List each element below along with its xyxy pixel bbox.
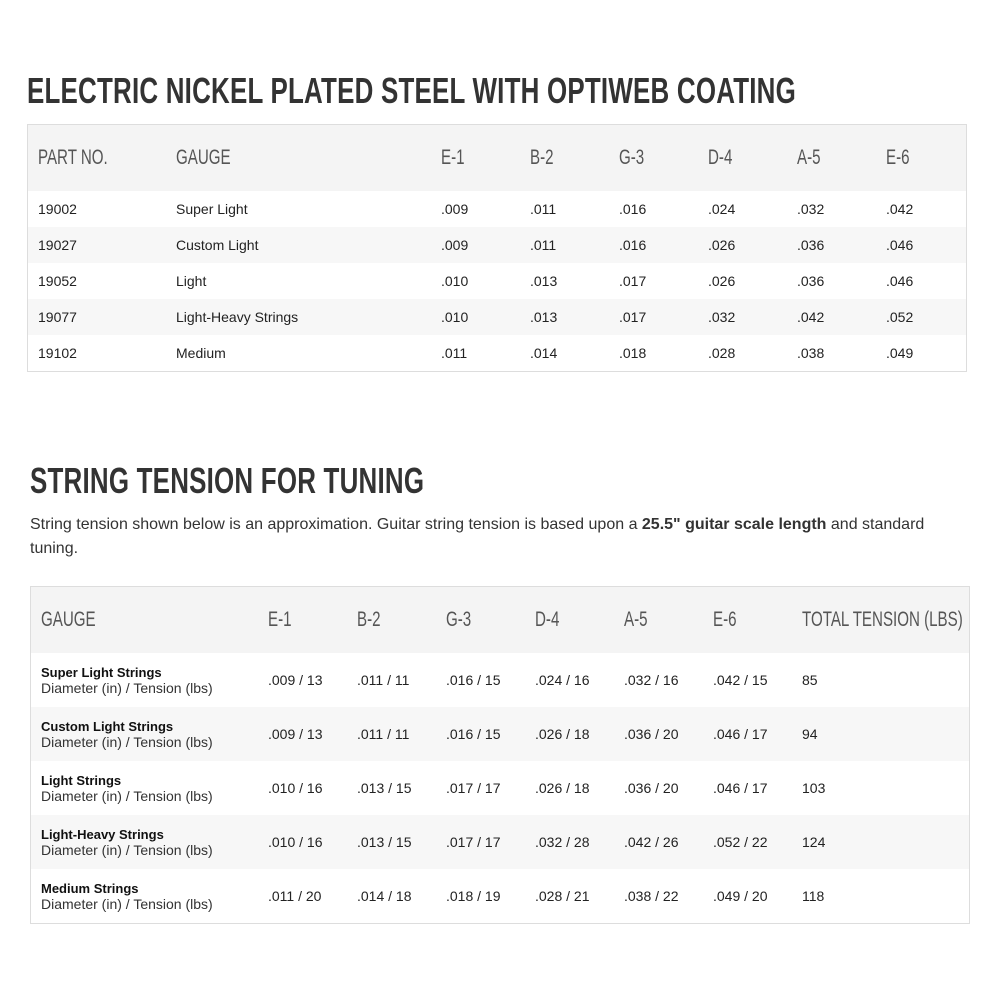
column-header: [530, 125, 563, 191]
table-cell: 19027: [38, 237, 77, 253]
column-header-label: GAUGE: [41, 608, 96, 631]
table-cell: .013 / 15: [357, 780, 412, 796]
table-cell: .017 / 17: [446, 834, 501, 850]
table-cell: .010 / 16: [268, 780, 323, 796]
table-cell: .046: [886, 273, 914, 289]
gauge-name: Medium Strings: [41, 880, 139, 896]
column-header: [802, 587, 1000, 653]
column-header: [619, 125, 654, 191]
table-cell: .017 / 17: [446, 780, 501, 796]
table-cell: .016 / 15: [446, 672, 501, 688]
gauge-label: [41, 827, 213, 858]
table-cell: .032 / 16: [624, 672, 679, 688]
table-cell: [41, 761, 213, 815]
table-cell: .028 / 21: [535, 888, 590, 904]
table-cell: .011 / 11: [357, 672, 410, 688]
gauge-table: [27, 124, 967, 372]
table-row: [31, 653, 969, 707]
table-header: [28, 125, 966, 191]
table-cell: .017: [619, 273, 647, 289]
table-cell: .032: [797, 201, 825, 217]
column-header-label: GAUGE: [176, 146, 231, 169]
column-header-label: PART NO.: [38, 146, 108, 169]
gauge-label: [41, 881, 213, 912]
column-header-label: E-1: [441, 146, 465, 169]
table-cell: 85: [802, 672, 818, 688]
gauge-sublabel: Diameter (in) / Tension (lbs): [41, 787, 213, 804]
table-cell: .028: [708, 345, 736, 361]
table-cell: .036 / 20: [624, 780, 679, 796]
table-cell: 124: [802, 834, 826, 850]
table-cell: .046: [886, 237, 914, 253]
table-row: [28, 227, 966, 263]
column-header-label: A-5: [797, 146, 821, 169]
table-cell: .009 / 13: [268, 672, 323, 688]
table-cell: .013: [530, 273, 558, 289]
column-header-label: D-4: [535, 608, 560, 631]
table-cell: .016: [619, 201, 647, 217]
column-header-label: A-5: [624, 608, 648, 631]
table-cell: .011: [530, 237, 557, 253]
table-row: [31, 869, 969, 923]
gauge-label: [41, 719, 213, 750]
table-cell: .052 / 22: [713, 834, 768, 850]
table-cell: .009: [441, 237, 469, 253]
table-cell: .026 / 18: [535, 726, 590, 742]
table-cell: .026: [708, 237, 736, 253]
table-cell: .052: [886, 309, 914, 325]
table-row: [28, 263, 966, 299]
column-header: [886, 125, 919, 191]
gauge-name: Custom Light Strings: [41, 718, 174, 734]
table-cell: .010 / 16: [268, 834, 323, 850]
table-cell: Medium: [176, 345, 226, 361]
table-cell: Light-Heavy Strings: [176, 309, 299, 325]
table-row: [28, 299, 966, 335]
table-row: [28, 191, 966, 227]
table-cell: 118: [802, 888, 825, 904]
table-cell: .032: [708, 309, 736, 325]
table-cell: .036: [797, 237, 825, 253]
table-header: [31, 587, 969, 653]
table-cell: Light: [176, 273, 207, 289]
table-cell: .049: [886, 345, 914, 361]
column-header: [708, 125, 742, 191]
gauge-sublabel: Diameter (in) / Tension (lbs): [41, 679, 213, 696]
column-header: [797, 125, 830, 191]
table-cell: Custom Light: [176, 237, 259, 253]
table-row: [31, 707, 969, 761]
table-cell: [41, 653, 213, 707]
column-header-label: E-6: [713, 608, 737, 631]
column-header: [357, 587, 390, 653]
product-table-title: ELECTRIC NICKEL PLATED STEEL WITH OPTIWEB COATING: [27, 70, 796, 111]
table-row: [31, 761, 969, 815]
column-header-label: E-1: [268, 608, 292, 631]
table-cell: .026 / 18: [535, 780, 590, 796]
column-header-label: D-4: [708, 146, 733, 169]
column-header: [535, 587, 569, 653]
column-header: [441, 125, 474, 191]
column-header: [176, 125, 252, 191]
table-cell: .014: [530, 345, 558, 361]
table-cell: .042: [886, 201, 914, 217]
table-cell: .018: [619, 345, 647, 361]
table-cell: 19052: [38, 273, 77, 289]
table-cell: .038: [797, 345, 825, 361]
table-cell: .042 / 26: [624, 834, 679, 850]
table-cell: .013: [530, 309, 558, 325]
table-cell: .011 / 11: [357, 726, 410, 742]
column-header-label: E-6: [886, 146, 910, 169]
column-header: [268, 587, 301, 653]
table-cell: 19102: [38, 345, 77, 361]
table-cell: .024: [708, 201, 736, 217]
table-cell: .036 / 20: [624, 726, 679, 742]
column-header: [446, 587, 481, 653]
table-row: [31, 815, 969, 869]
table-cell: .011 / 20: [268, 888, 322, 904]
table-cell: .016 / 15: [446, 726, 501, 742]
table-cell: [41, 869, 213, 923]
tension-intro: String tension shown below is an approximation. Guitar string tension is based upon a 25.5" guitar scale length and standard tuning.: [30, 516, 925, 557]
table-cell: .024 / 16: [535, 672, 590, 688]
table-cell: .009: [441, 201, 469, 217]
column-header-label: B-2: [357, 608, 381, 631]
tension-table: [30, 586, 970, 924]
table-cell: 19077: [38, 309, 77, 325]
table-cell: .046 / 17: [713, 780, 768, 796]
gauge-label: [41, 773, 213, 804]
gauge-sublabel: Diameter (in) / Tension (lbs): [41, 733, 213, 750]
table-cell: [41, 815, 213, 869]
column-header-label: B-2: [530, 146, 554, 169]
column-header: [713, 587, 746, 653]
table-cell: [41, 707, 213, 761]
table-cell: .042 / 15: [713, 672, 768, 688]
table-cell: .009 / 13: [268, 726, 323, 742]
table-cell: .013 / 15: [357, 834, 412, 850]
table-cell: .011: [530, 201, 557, 217]
table-cell: .018 / 19: [446, 888, 501, 904]
gauge-label: [41, 665, 213, 696]
table-cell: 94: [802, 726, 818, 742]
table-cell: 19002: [38, 201, 77, 217]
table-cell: .010: [441, 309, 469, 325]
table-cell: .010: [441, 273, 469, 289]
table-cell: .014 / 18: [357, 888, 412, 904]
tension-section-title: STRING TENSION FOR TUNING: [30, 460, 425, 501]
table-cell: Super Light: [176, 201, 248, 217]
table-cell: .016: [619, 237, 647, 253]
column-header: [624, 587, 657, 653]
gauge-name: Light-Heavy Strings: [41, 826, 164, 842]
table-cell: .042: [797, 309, 825, 325]
table-row: [28, 335, 966, 371]
table-cell: .036: [797, 273, 825, 289]
table-cell: .032 / 28: [535, 834, 590, 850]
table-cell: 103: [802, 780, 826, 796]
column-header: [38, 125, 135, 191]
column-header-label: G-3: [446, 608, 472, 631]
column-header: [41, 587, 117, 653]
table-cell: .011: [441, 345, 468, 361]
table-cell: .046 / 17: [713, 726, 768, 742]
table-cell: .038 / 22: [624, 888, 679, 904]
gauge-name: Light Strings: [41, 772, 122, 788]
table-cell: .017: [619, 309, 647, 325]
gauge-sublabel: Diameter (in) / Tension (lbs): [41, 895, 213, 912]
column-header-label: G-3: [619, 146, 645, 169]
table-cell: .026: [708, 273, 736, 289]
column-header-label: TOTAL TENSION (LBS): [802, 608, 963, 631]
table-cell: .049 / 20: [713, 888, 768, 904]
gauge-name: Super Light Strings: [41, 664, 162, 680]
gauge-sublabel: Diameter (in) / Tension (lbs): [41, 841, 213, 858]
